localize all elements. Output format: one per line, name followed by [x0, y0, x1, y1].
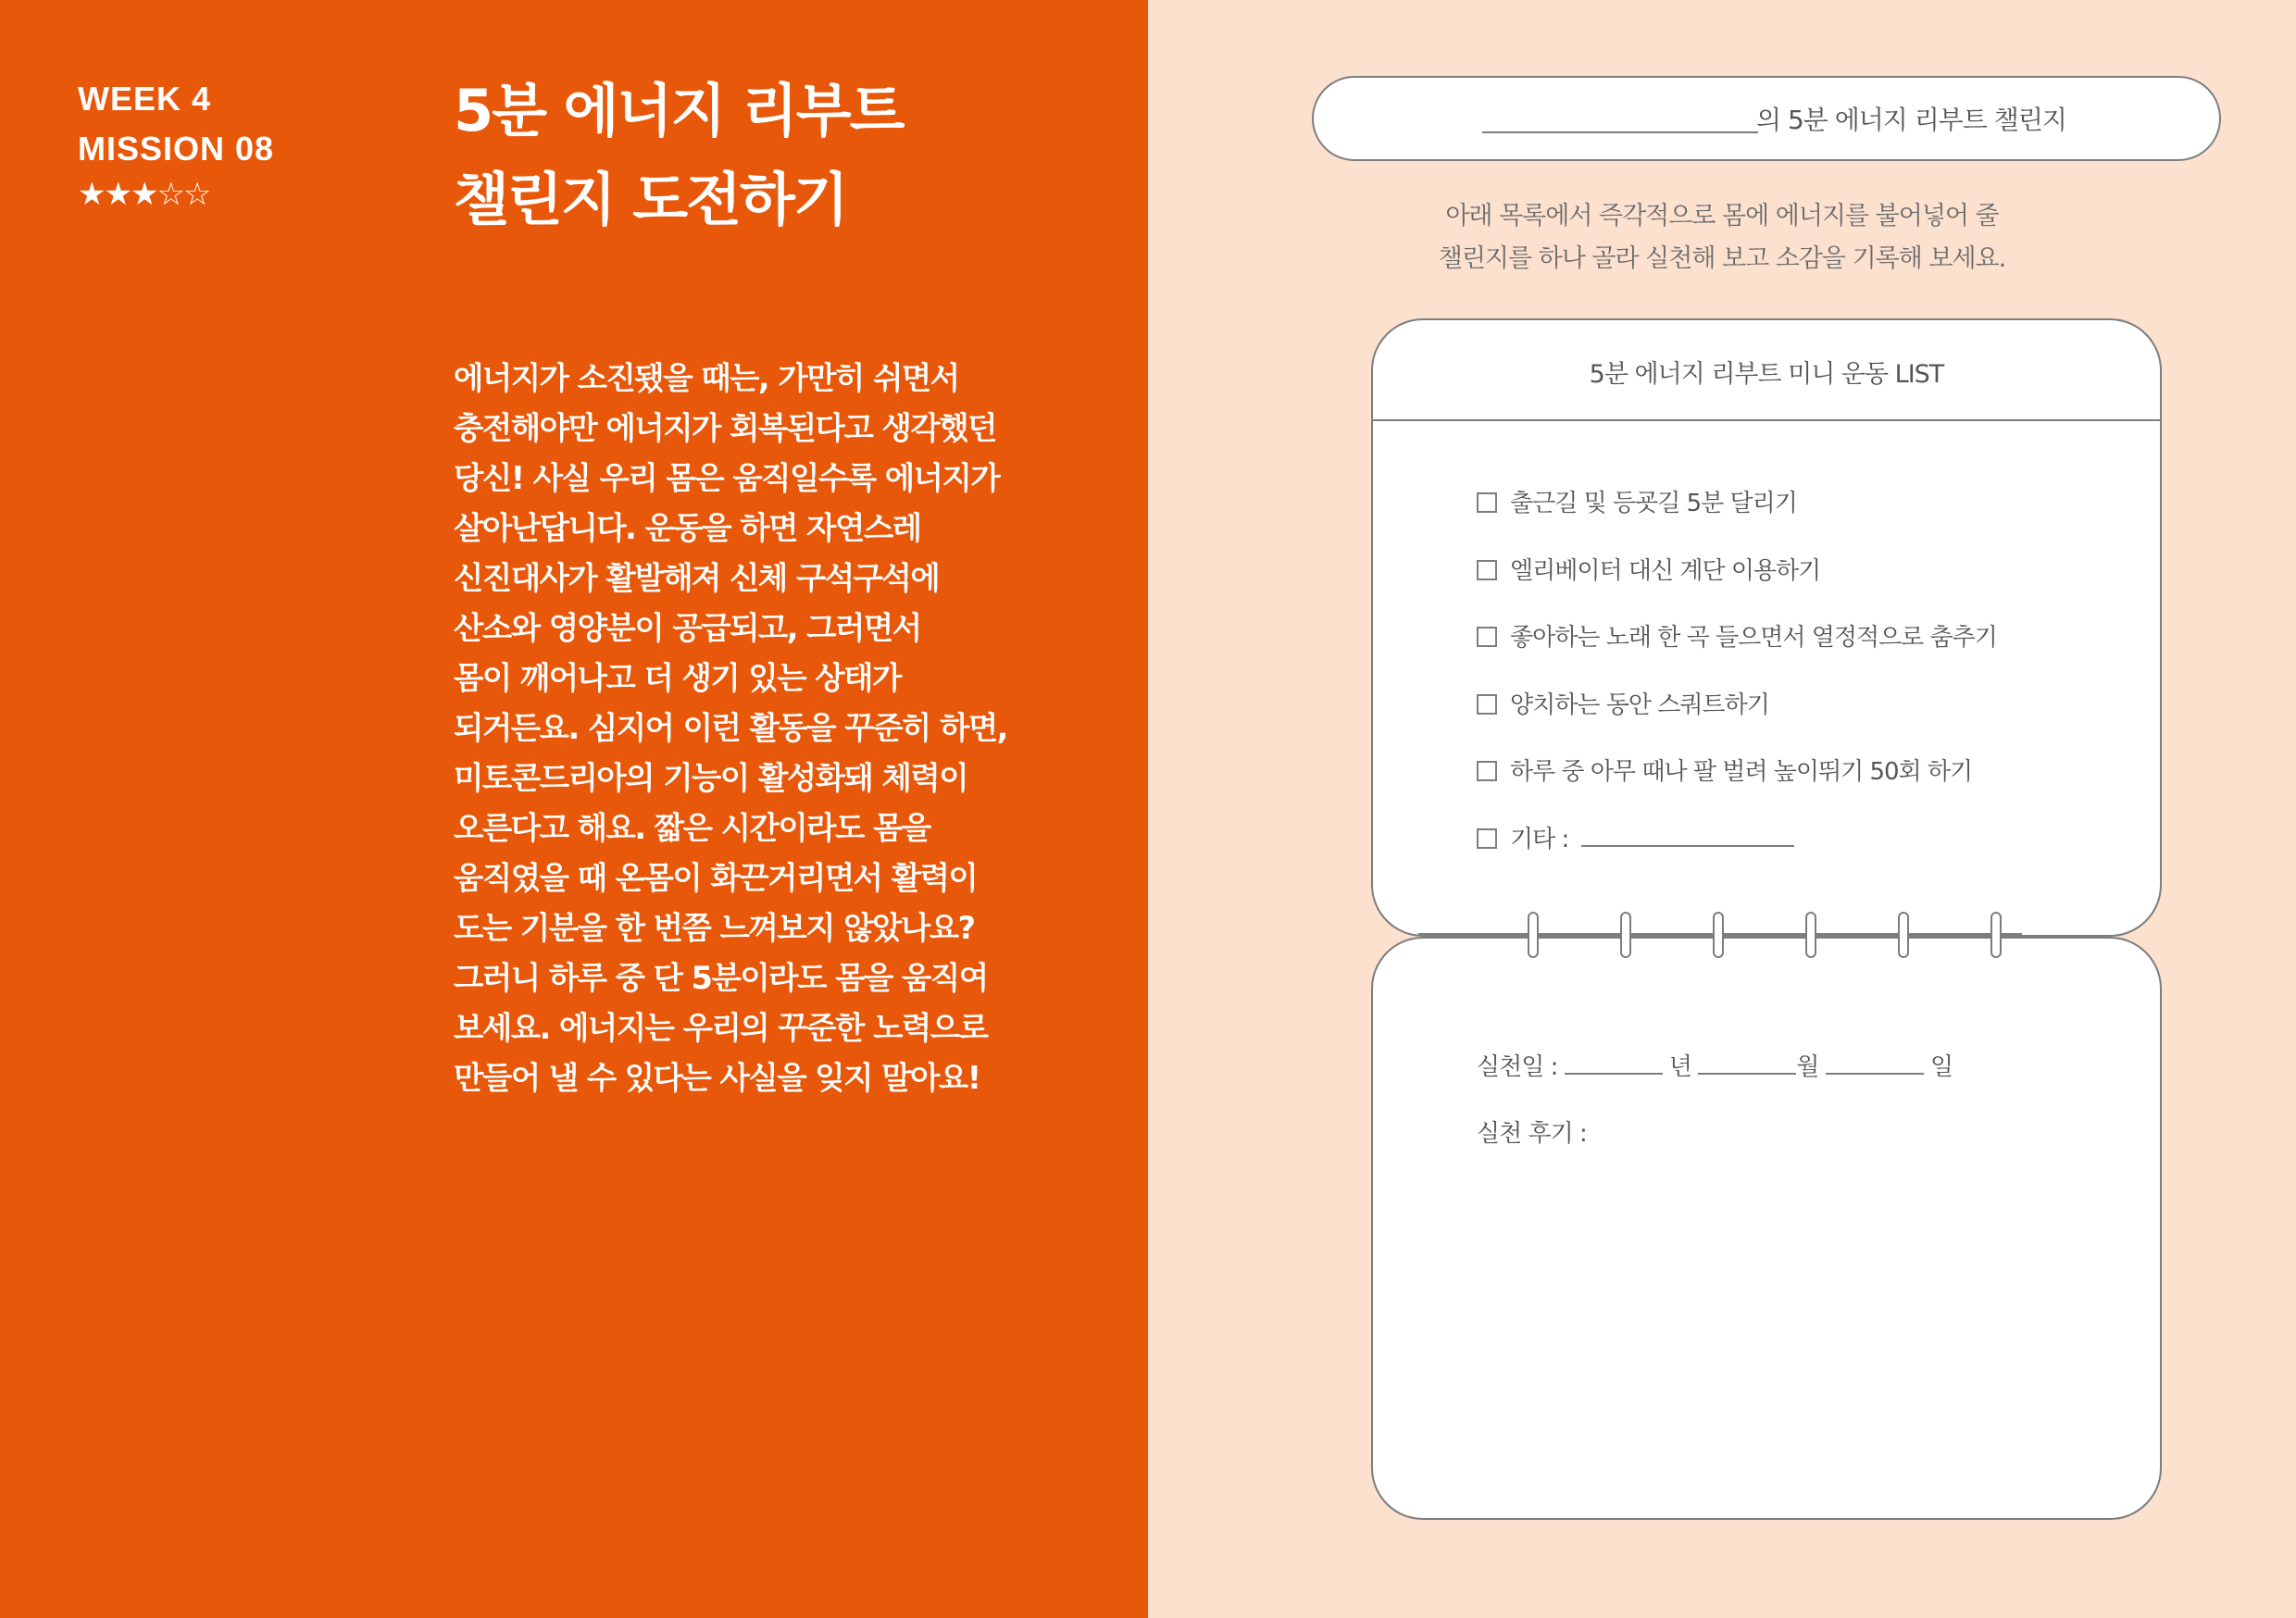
list-item — [1477, 753, 1972, 786]
item-label: 하루 중 아무 때나 팔 벌려 높이뛰기 50회 하기 — [1510, 758, 1973, 786]
page-title — [454, 67, 904, 244]
month-blank-field[interactable] — [1698, 1054, 1796, 1075]
body-line: 그러니 하루 중 단 5분이라도 몸을 움직여 — [454, 960, 988, 996]
checkbox[interactable] — [1477, 828, 1497, 849]
checkbox[interactable] — [1477, 694, 1497, 715]
item-label: 양치하는 동안 스쿼트하기 — [1510, 691, 1769, 719]
review-label: 실천 후기 : — [1477, 1120, 1587, 1148]
binder-ring — [1990, 912, 2002, 958]
title-line-1: 5분 에너지 리부트 — [454, 77, 904, 144]
checkbox[interactable] — [1477, 560, 1497, 580]
item-label: 좋아하는 노래 한 곡 들으면서 열정적으로 춤추기 — [1510, 624, 1997, 652]
body-line: 오른다고 해요. 짧은 시간이라도 몸을 — [454, 810, 930, 846]
list-item — [1477, 552, 1820, 585]
card-divider — [1373, 419, 2160, 421]
challenge-name-banner — [1312, 76, 2221, 161]
year-blank-field[interactable] — [1565, 1054, 1663, 1075]
exercise-list-card — [1371, 318, 2162, 937]
title-line-2: 챌린지 도전하기 — [454, 166, 847, 233]
body-line: 미토콘드리아의 기능이 활성화돼 체력이 — [454, 760, 968, 796]
list-item — [1477, 484, 1797, 517]
binder-ring — [1713, 912, 1724, 958]
instruction-line-2: 챌린지를 하나 골라 실천해 보고 소감을 기록해 보세요. — [1438, 244, 2006, 273]
banner-text: 의 5분 에너지 리부트 챌린지 — [1756, 105, 2066, 135]
day-label: 일 — [1929, 1053, 1953, 1081]
body-line: 움직였을 때 온몸이 화끈거리면서 활력이 — [454, 860, 978, 896]
year-label: 년 — [1668, 1053, 1692, 1081]
checkbox[interactable] — [1477, 492, 1497, 513]
item-label: 출근길 및 등굣길 5분 달리기 — [1510, 490, 1797, 517]
binder-ring — [1805, 912, 1816, 958]
body-line: 보세요. 에너지는 우리의 꾸준한 노력으로 — [454, 1010, 988, 1046]
body-line: 신진대사가 활발해져 신체 구석구석에 — [454, 560, 940, 596]
instruction-line-1: 아래 목록에서 즉각적으로 몸에 에너지를 불어넣어 줄 — [1445, 202, 1999, 230]
item-label: 엘리베이터 대신 계단 이용하기 — [1510, 557, 1821, 585]
item-label: 기타 : — [1510, 826, 1569, 853]
date-row — [1477, 1048, 1953, 1082]
body-line: 몸이 깨어나고 더 생기 있는 상태가 — [454, 660, 901, 696]
day-blank-field[interactable] — [1826, 1054, 1924, 1075]
week-label: WEEK 4 — [78, 80, 212, 118]
checkbox[interactable] — [1477, 761, 1497, 781]
body-line: 당신! 사실 우리 몸은 움직일수록 에너지가 — [454, 460, 1000, 496]
body-line: 에너지가 소진됐을 때는, 가만히 쉬면서 — [454, 360, 959, 396]
name-blank-field[interactable] — [1482, 131, 1758, 133]
difficulty-stars: ★★★☆☆ — [78, 176, 210, 213]
card-title: 5분 에너지 리부트 미니 운동 LIST — [1589, 360, 1944, 389]
body-line: 살아난답니다. 운동을 하면 자연스레 — [454, 510, 921, 546]
mission-label: MISSION 08 — [78, 130, 275, 168]
date-label: 실천일 : — [1477, 1053, 1558, 1081]
body-line: 산소와 영양분이 공급되고, 그러면서 — [454, 610, 921, 646]
binder-ring — [1898, 912, 1909, 958]
binder-ring — [1528, 912, 1539, 958]
body-line: 충전해야만 에너지가 회복된다고 생각했던 — [454, 410, 996, 446]
list-item — [1477, 618, 1997, 652]
other-blank-field[interactable] — [1581, 827, 1794, 847]
record-card — [1371, 937, 2162, 1520]
list-item — [1477, 686, 1769, 719]
binder-ring — [1620, 912, 1631, 958]
body-line: 만들어 낼 수 있다는 사실을 잊지 말아요! — [454, 1060, 980, 1096]
week-mission-label — [78, 74, 274, 174]
month-label: 월 — [1796, 1053, 1819, 1081]
checkbox[interactable] — [1477, 627, 1497, 647]
body-line: 도는 기분을 한 번쯤 느껴보지 않았나요? — [454, 910, 975, 946]
list-item-other — [1477, 820, 1794, 853]
body-line: 되거든요. 심지어 이런 활동을 꾸준히 하면, — [454, 710, 1007, 746]
body-text — [454, 354, 1007, 1103]
